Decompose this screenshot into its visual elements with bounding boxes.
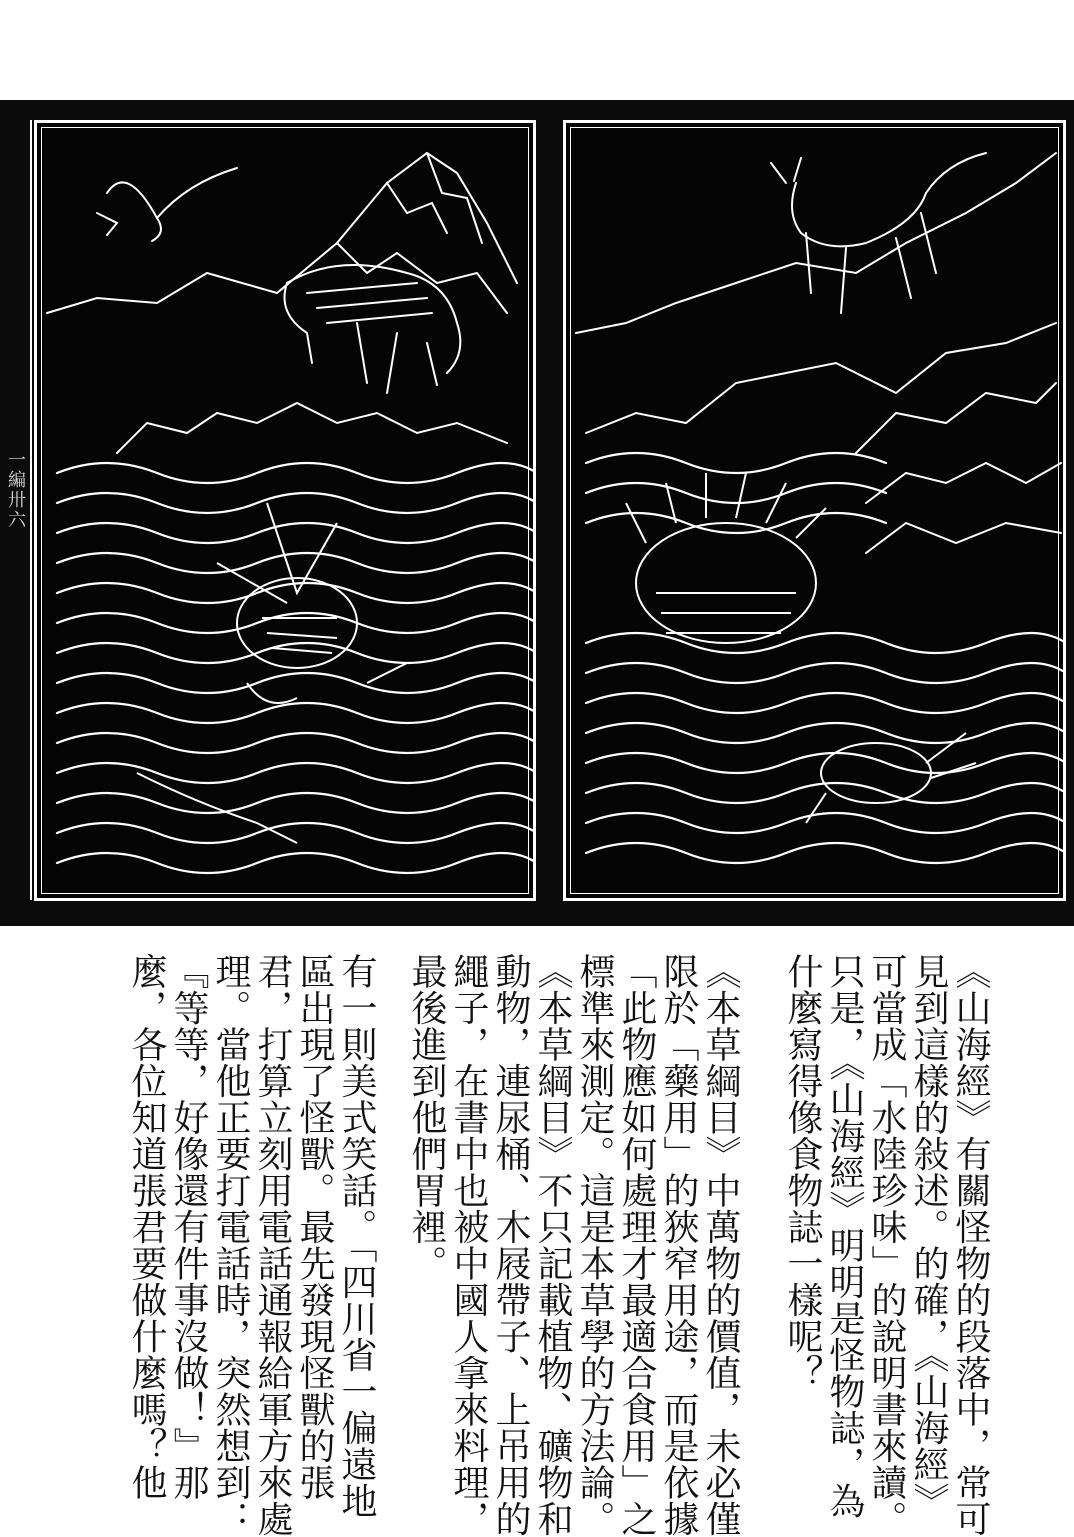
text-column: 有一則美式笑話。「四川省一偏遠地	[336, 953, 377, 1519]
text-column: 什麼寫得像食物誌一樣呢？	[782, 953, 823, 1391]
vertical-text-body	[0, 930, 1074, 1537]
woodcut-illustration-band	[0, 100, 1074, 926]
text-column: 理。當他正要打電話時，突然想到：	[210, 953, 251, 1537]
text-column: 『等等，好像還有件事沒做！』那	[168, 953, 209, 1501]
text-column: 《山海經》有關怪物的段落中，常可	[950, 953, 991, 1537]
right-woodcut-artwork	[566, 123, 1063, 898]
text-column: 麼，各位知道張君要做什麼嗎？他	[126, 953, 167, 1501]
text-column: 「此物應如何處理才最適合食用」之	[616, 953, 657, 1537]
text-column: 最後進到他們胃裡。	[406, 953, 447, 1282]
margin-note: 一編卅六	[5, 450, 26, 530]
text-column: 《本草綱目》中萬物的價值，未必僅	[700, 953, 741, 1537]
text-column: 見到這樣的敍述。的確，《山海經》	[908, 953, 949, 1519]
text-column: 區出現了怪獸。最先發現怪獸的張	[294, 953, 335, 1501]
left-margin-strip	[0, 120, 32, 900]
text-column: 《本草綱目》不只記載植物、礦物和	[532, 953, 573, 1537]
text-column: 君，打算立刻用電話通報給軍方來處	[252, 953, 293, 1537]
left-woodcut-artwork	[37, 123, 533, 898]
text-column: 限於「藥用」的狹窄用途，而是依據	[658, 953, 699, 1537]
text-column: 可當成「水陸珍味」的說明書來讀。	[866, 953, 907, 1537]
left-woodcut-plate	[34, 120, 536, 901]
text-column: 只是，《山海經》明明是怪物誌，為	[824, 953, 865, 1519]
right-woodcut-plate	[563, 120, 1066, 901]
text-column: 標準來測定。這是本草學的方法論。	[574, 953, 615, 1537]
text-column: 動物，連尿桶、木屐帶子、上吊用的	[490, 953, 531, 1537]
text-column: 繩子，在書中也被中國人拿來料理，	[448, 953, 489, 1537]
